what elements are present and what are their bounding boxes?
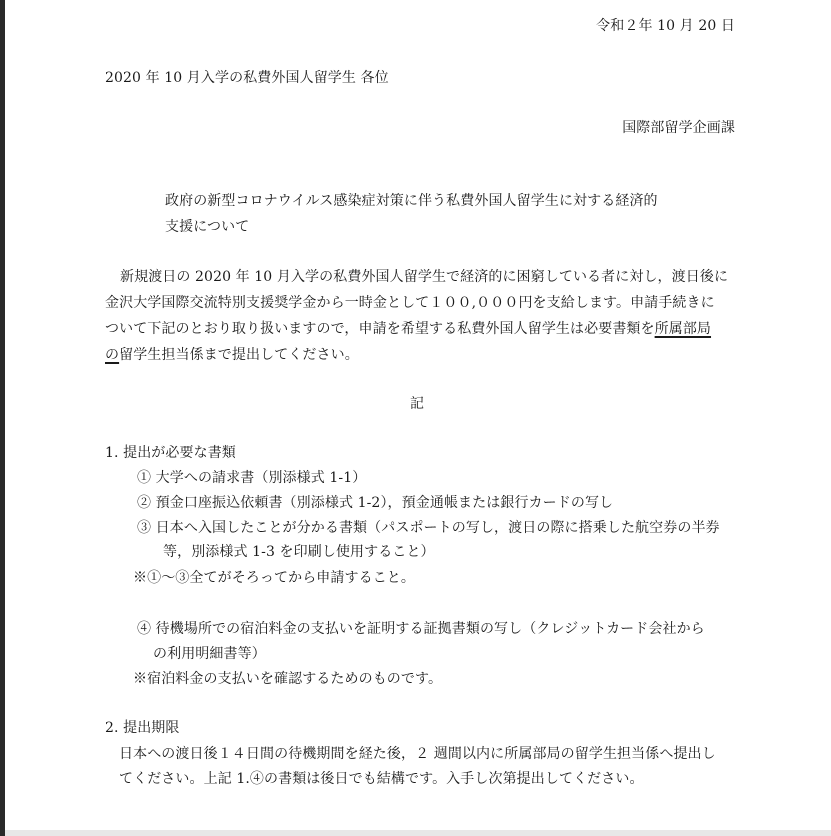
intro-line-1: 新規渡日の 2020 年 10 月入学の私費外国人留学生で経済的に困窮している者に対し，渡日後に: [120, 269, 729, 285]
section-1-note-2: ※宿泊料金の支払いを確認するためのものです。: [133, 671, 443, 687]
document-title-line-1: 政府の新型コロナウイルス感染症対策に伴う私費外国人留学生に対する経済的: [165, 193, 658, 209]
underlined-department: 所属部局: [654, 321, 712, 337]
intro-line-3-text: ついて下記のとおり取り扱いますので，申請を希望する私費外国人留学生は必要書類を: [105, 321, 655, 337]
section-1-heading: 1. 提出が必要な書類: [105, 445, 236, 461]
document-sender: 国際部留学企画課: [622, 120, 735, 136]
section-1-item-3-line-2: 等，別添様式 1-3 を印刷し使用すること）: [163, 544, 435, 560]
section-1-item-2: ② 預金口座振込依頼書（別添様式 1-2），預金通帳または銀行カードの写し: [137, 495, 614, 511]
intro-line-3: [105, 320, 711, 338]
section-1-item-3-line-1: ③ 日本へ入国したことが分かる書類（パスポートの写し，渡日の際に搭乗した航空券の半券: [137, 520, 720, 536]
intro-line-4: [105, 346, 359, 364]
underlined-particle: の: [105, 347, 120, 363]
section-2-line-2: てください。上記 1.④の書類は後日でも結構です。入手し次第提出してください。: [119, 771, 644, 787]
document-title-line-2: 支援について: [165, 219, 250, 235]
section-2-heading: 2. 提出期限: [105, 720, 180, 736]
section-1-item-1: ① 大学への請求書（別添様式 1-1）: [137, 470, 367, 486]
section-2-line-1: 日本への渡日後１４日間の待機期間を経た後，２ 週間以内に所属部局の留学生担当係へ提出し: [119, 746, 716, 762]
section-1-note-1: ※①～③全てがそろってから申請すること。: [133, 570, 415, 586]
document-page: [5, 0, 831, 830]
intro-line-4-text: 留学生担当係まで提出してください。: [119, 347, 359, 363]
section-1-item-4-line-1: ④ 待機場所での宿泊料金の支払いを証明する証拠書類の写し（クレジットカード会社から: [137, 621, 705, 637]
window-edge-bottom: [5, 830, 831, 836]
document-date: 令和２年 10 月 20 日: [596, 18, 735, 34]
document-recipient: 2020 年 10 月入学の私費外国人留学生 各位: [105, 70, 389, 86]
intro-line-2: 金沢大学国際交流特別支援奨学金から一時金として１００,０００円を支給します。申請手続きに: [105, 295, 715, 311]
section-1-item-4-line-2: の利用明細書等）: [153, 646, 266, 662]
ki-heading: 記: [410, 396, 425, 412]
